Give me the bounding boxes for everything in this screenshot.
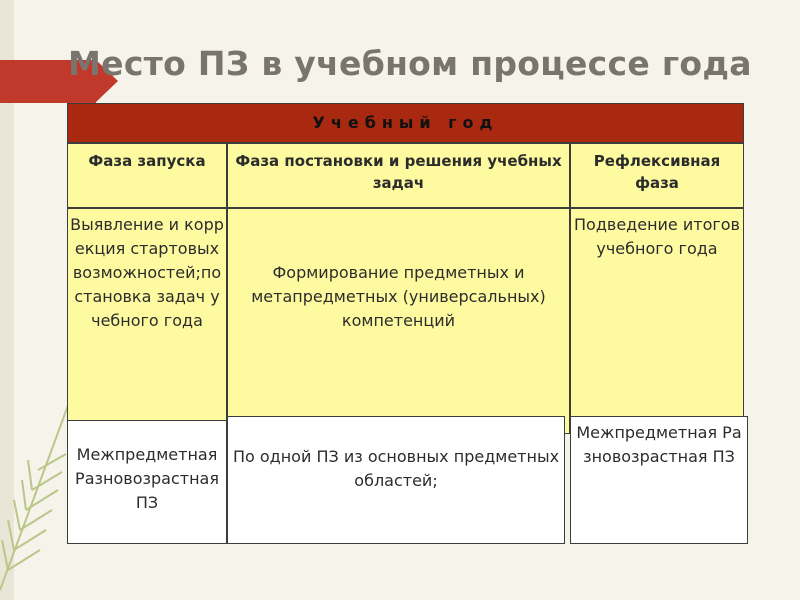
reflexive-phase-note: Межпредметная Разновозрастная ПЗ (570, 416, 748, 544)
table-header-academic-year: Учебный год (67, 103, 744, 143)
reflexive-phase-description: Подведение итогов учебного года (570, 208, 744, 434)
phase-task-solving-header: Фаза постановки и решения учебных задач (227, 143, 570, 208)
launch-phase-note: Межпредметная Разновозрастная ПЗ (67, 420, 227, 544)
task-phase-note: По одной ПЗ из основных предметных областей; (227, 416, 565, 544)
launch-phase-description: Выявление и коррекция стартовых возможностей;постановка задач учебного года (67, 208, 227, 434)
phase-reflexive-header: Рефлексивная фаза (570, 143, 744, 208)
slide-title: Место ПЗ в учебном процессе года (68, 44, 752, 83)
phase-launch-header: Фаза запуска (67, 143, 227, 208)
task-phase-description: Формирование предметных и метапредметных (универсальных) компетенций (227, 208, 570, 434)
